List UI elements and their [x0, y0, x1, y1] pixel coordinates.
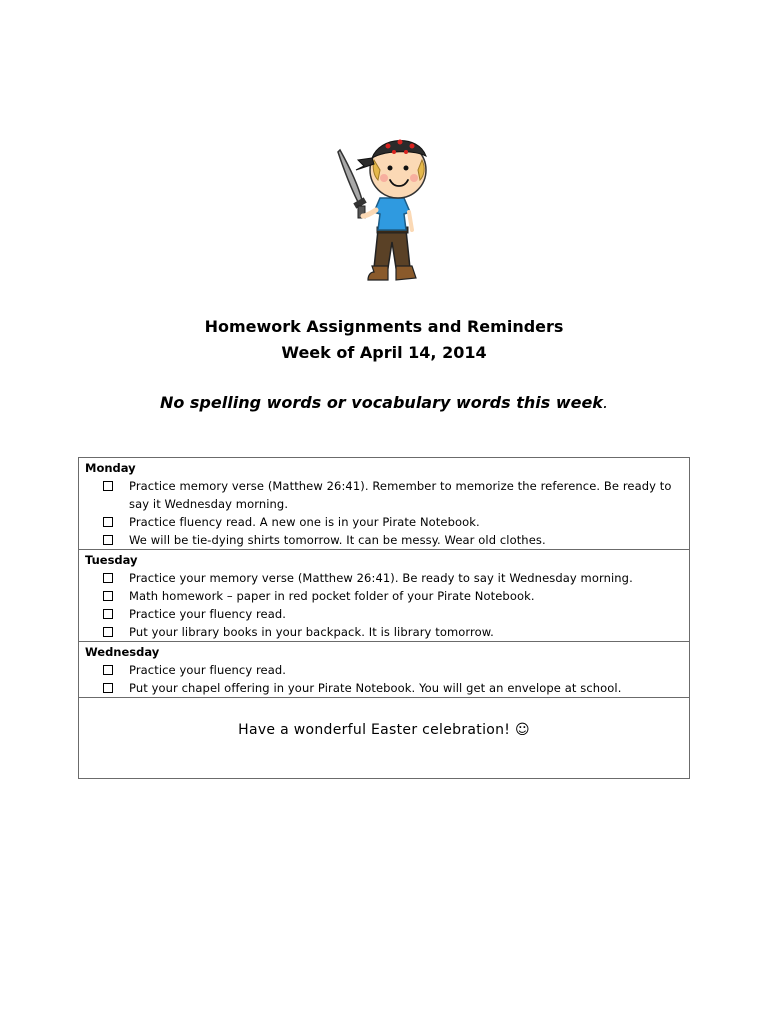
- notice-line: [0, 390, 768, 416]
- checkbox-icon[interactable]: [103, 481, 113, 491]
- checkbox-icon[interactable]: [103, 535, 113, 545]
- pirate-boy-illustration: [330, 130, 440, 295]
- task-item: [85, 477, 683, 513]
- task-item: [85, 661, 683, 679]
- checkbox-icon[interactable]: [103, 627, 113, 637]
- task-text: We will be tie-dying shirts tomorrow. It can be messy. Wear old clothes.: [129, 533, 546, 547]
- task-text: Practice your fluency read.: [129, 663, 287, 677]
- task-text: Practice your memory verse (Matthew 26:41). Be ready to say it Wednesday morning.: [129, 571, 633, 585]
- notice-text: No spelling words or vocabulary words this week: [159, 393, 603, 412]
- day-label: Tuesday: [85, 553, 138, 567]
- task-text: Math homework – paper in red pocket folder of your Pirate Notebook.: [129, 589, 535, 603]
- notice-period: .: [602, 393, 609, 412]
- task-item: [85, 569, 683, 587]
- checkbox-icon[interactable]: [103, 573, 113, 583]
- task-item: [85, 623, 683, 641]
- task-text: Put your library books in your backpack. It is library tomorrow.: [129, 625, 494, 639]
- task-item: [85, 605, 683, 623]
- day-label: Wednesday: [85, 645, 160, 659]
- day-section-tuesday: [79, 550, 689, 642]
- task-item: [85, 679, 683, 697]
- checkbox-icon[interactable]: [103, 609, 113, 619]
- task-text: Practice fluency read. A new one is in your Pirate Notebook.: [129, 515, 480, 529]
- task-text: Practice your fluency read.: [129, 607, 287, 621]
- checkbox-icon[interactable]: [103, 683, 113, 693]
- task-item: [85, 587, 683, 605]
- task-item: [85, 513, 683, 531]
- task-item: [85, 531, 683, 549]
- homework-table: [78, 457, 690, 779]
- checkbox-icon[interactable]: [103, 517, 113, 527]
- closing-message: Have a wonderful Easter celebration! ☺: [238, 722, 530, 738]
- task-text: Put your chapel offering in your Pirate Notebook. You will get an envelope at school.: [129, 681, 622, 695]
- page-title: Homework Assignments and Reminders: [204, 317, 564, 336]
- checkbox-icon[interactable]: [103, 591, 113, 601]
- day-section-monday: [79, 458, 689, 550]
- day-label: Monday: [85, 461, 136, 475]
- checkbox-icon[interactable]: [103, 665, 113, 675]
- task-text: Practice memory verse (Matthew 26:41). Remember to memorize the reference. Be ready to say it Wednesday morning.: [129, 479, 672, 511]
- week-subtitle: Week of April 14, 2014: [281, 343, 487, 362]
- day-section-wednesday: [79, 642, 689, 698]
